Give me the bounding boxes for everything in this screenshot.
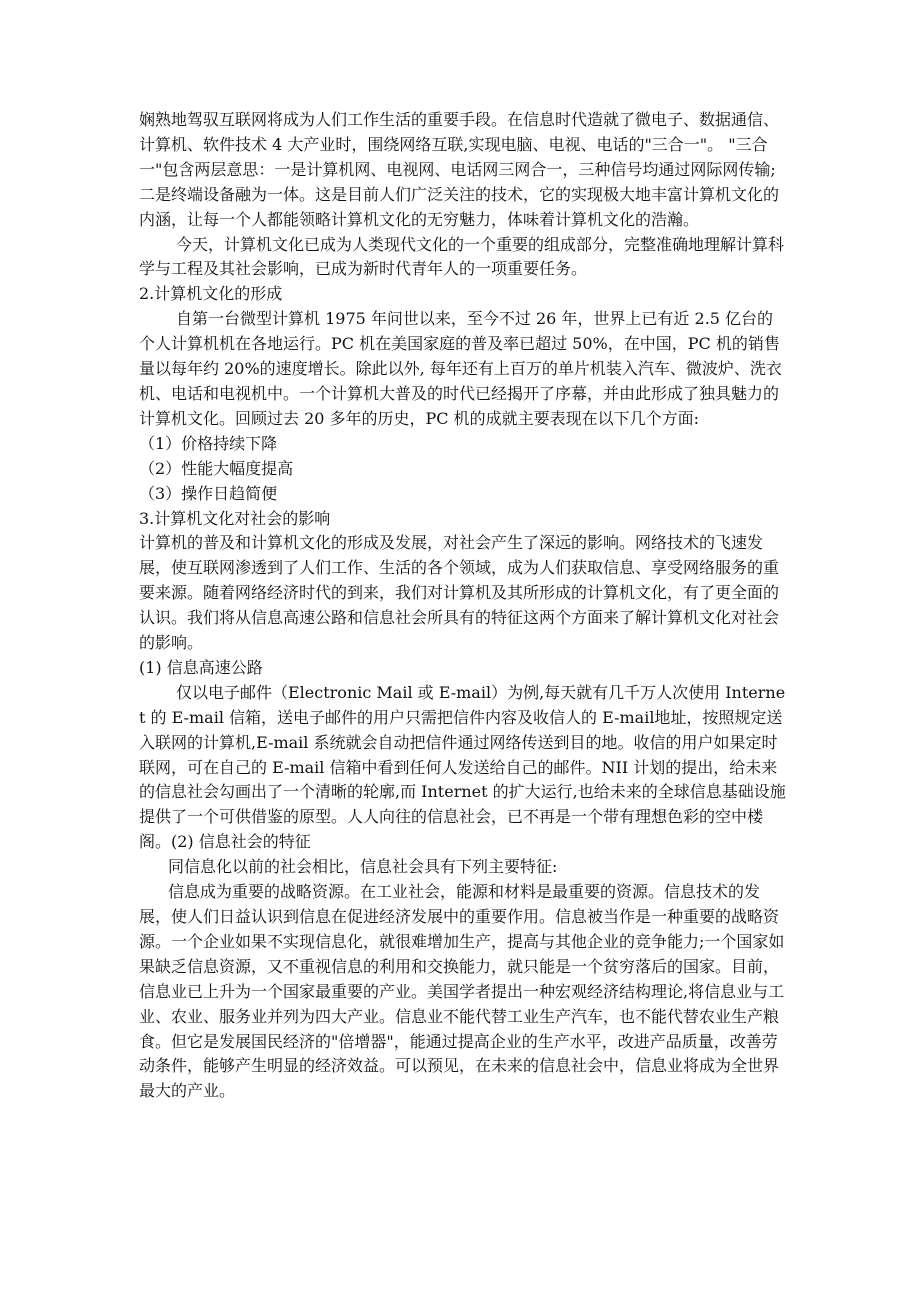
section-heading-formation: 2.计算机文化的形成 (139, 284, 283, 304)
paragraph-strategic-resource: 信息成为重要的战略资源。在工业社会，能源和材料是最重要的资源。信息技术的发展，使人们日益认识到信息在促进经济发展中的重要作用。信息被当作是一种重要的战略资源。一个企业如果不实现信息化，就很难增加生产，提高与其他企业的竞争能力;一个国家如果缺乏信息资源，又不重视信息的利用和交换能力，就只能是一个贫穷落后的国家。目前，信息业已上升为一个国家最重要的产业。美国学者提出一种宏观经济结构理论,将信息业与工业、农业、服务业并列为四大产业。信息业不能代替工业生产汽车，也不能代替农业生产粮食。但它是发展国民经济的"倍增器"，能通过提高企业的生产水平，改进产品质量，改善劳动条件，能够产生明显的经济效益。可以预见，在未来的信息社会中，信息业将成为全世界最大的产业。 (139, 882, 785, 1101)
list-item-price: （1）价格持续下降 (139, 433, 278, 453)
paragraph-today: 今天，计算机文化已成为人类现代文化的一个重要的组成部分，完整准确地理解计算科学与工程及其社会影响，已成为新时代青年人的一项重要任务。 (139, 234, 785, 279)
paragraph-formation: 自第一台微型计算机 1975 年问世以来，至今不过 26 年，世界上已有近 2.5 亿台的个人计算机机在各地运行。PC 机在美国家庭的普及率已超过 50%，在中国，PC 机的销售量以每年约 20%的速度增长。除此以外, 每年还有上百万的单片机装入汽车、微波炉、洗衣机、电话和电视机中。一个计算机大普及的时代已经揭开了序幕，并由此形成了独具魅力的计算机文化。回顾过去 20 多年的历史，PC 机的成就主要表现在以下几个方面: (139, 309, 782, 428)
document-body (139, 108, 789, 1104)
paragraph-intro: 娴熟地驾驭互联网将成为人们工作生活的重要手段。在信息时代造就了微电子、数据通信、计算机、软件技术 4 大产业时，围绕网络互联,实现电脑、电视、电话的"三合一"。 "三合一"包含两层意思：一是计算机网、电视网、电话网三网合一，三种信号均通过网际网传输; 二是终端设备融为一体。这是目前人们广泛关注的技术，它的实现极大地丰富计算机文化的内涵，让每一个人都能领略计算机文化的无穷魅力，体味着计算机文化的浩瀚。 (139, 110, 780, 229)
paragraph-impact: 计算机的普及和计算机文化的形成及发展，对社会产生了深远的影响。网络技术的飞速发展，使互联网渗透到了人们工作、生活的各个领域，成为人们获取信息、享受网络服务的重要来源。随着网络经济时代的到来，我们对计算机及其所形成的计算机文化，有了更全面的认识。我们将从信息高速公路和信息社会所具有的特征这两个方面来了解计算机文化对社会的影响。 (139, 533, 780, 653)
subsection-heading-highway: (1) 信息高速公路 (139, 657, 263, 677)
paragraph-society-intro: 同信息化以前的社会相比，信息社会具有下列主要特征: (168, 857, 558, 877)
list-item-performance: （2）性能大幅度提高 (139, 458, 294, 478)
list-item-operation: （3）操作日趋简便 (139, 483, 278, 503)
section-heading-impact: 3.计算机文化对社会的影响 (139, 508, 331, 528)
paragraph-email: 仅以电子邮件（Electronic Mail 或 E-mail）为例,每天就有几千万人次使用 Internet 的 E-mail 信箱，送电子邮件的用户只需把信件内容及收信人的 E-mail地址，按照规定送入联网的计算机,E-mail 系统就会自动把信件通过网络传送到目的地。收信的用户如果定时联网，可在自己的 E-mail 信箱中看到任何人发送给自己的邮件。NII 计划的提出，给未来的信息社会勾画出了一个清晰的轮廓,而 Internet 的扩大运行,也给未来的全球信息基础设施提供了一个可供借鉴的原型。人人向往的信息社会，已不再是一个带有理想色彩的空中楼阁。(2) 信息社会的特征 (139, 682, 786, 852)
